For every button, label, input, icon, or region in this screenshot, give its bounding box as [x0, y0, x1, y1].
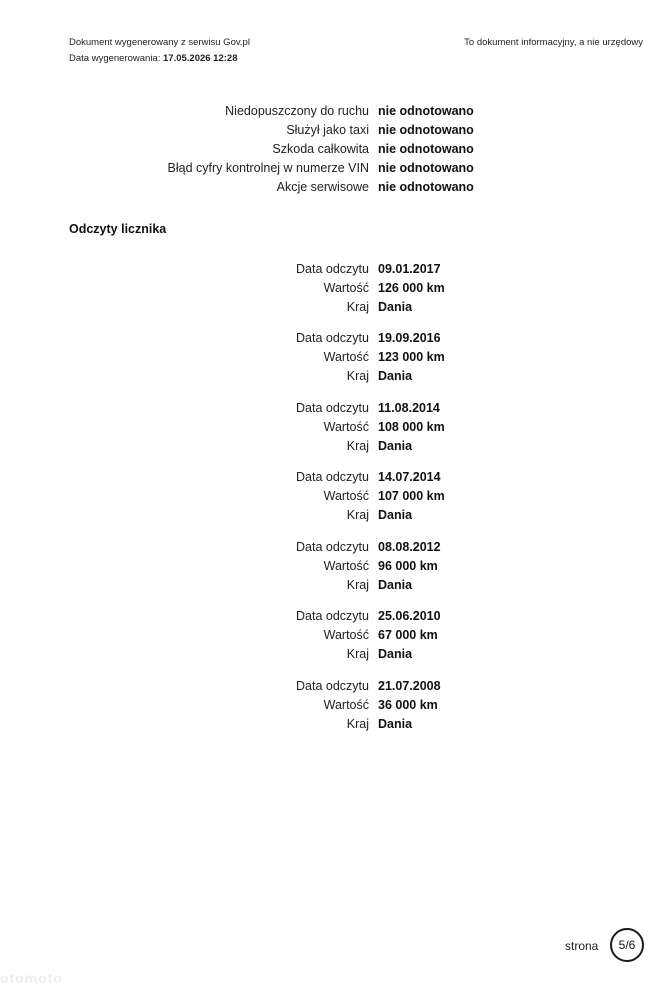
document-disclaimer: To dokument informacyjny, a nie urzędowy [464, 37, 643, 48]
reading-country-value: Dania [378, 439, 413, 453]
reading-value-label: Wartość [323, 489, 369, 503]
page-label: strona [565, 939, 599, 953]
status-label: Błąd cyfry kontrolnej w numerze VIN [167, 161, 369, 175]
document-header-left [69, 35, 250, 67]
reading-value-label: Wartość [323, 698, 369, 712]
reading-date-value: 11.08.2014 [378, 401, 440, 415]
reading-value-row [0, 279, 662, 298]
reading-country-value: Dania [378, 508, 413, 522]
reading-country-row [0, 506, 662, 525]
reading-value: 36 000 km [378, 698, 438, 712]
status-row [0, 159, 662, 178]
status-row [0, 121, 662, 140]
status-value: nie odnotowano [378, 104, 474, 118]
reading-value-row [0, 487, 662, 506]
status-value: nie odnotowano [378, 180, 474, 194]
reading-value: 123 000 km [378, 350, 445, 364]
reading-country-value: Dania [378, 717, 413, 731]
reading-date-value: 21.07.2008 [378, 679, 441, 693]
generation-date-value: 17.05.2026 12:28 [163, 53, 238, 64]
reading-value-row [0, 557, 662, 576]
status-label: Niedopuszczony do ruchu [225, 104, 369, 118]
reading-country-label: Kraj [346, 717, 369, 731]
reading-date-value: 09.01.2017 [378, 262, 441, 276]
reading-date-value: 19.09.2016 [378, 331, 441, 345]
section-title: Odczyty licznika [69, 222, 167, 236]
watermark-logo: otomoto [0, 970, 63, 986]
reading-value-row [0, 626, 662, 645]
reading-date-label: Data odczytu [296, 262, 369, 276]
generation-date-label: Data wygenerowania: [69, 53, 161, 64]
reading-country-row [0, 298, 662, 317]
reading-value: 107 000 km [378, 489, 445, 503]
reading-date-value: 08.08.2012 [378, 540, 441, 554]
reading-country-label: Kraj [346, 300, 369, 314]
reading-country-label: Kraj [346, 369, 369, 383]
reading-country-value: Dania [378, 578, 413, 592]
status-row [0, 102, 662, 121]
reading-date-row [0, 260, 662, 279]
reading-value-label: Wartość [323, 281, 369, 295]
reading-value: 96 000 km [378, 559, 438, 573]
generation-date-line [69, 51, 250, 67]
reading-value-label: Wartość [323, 559, 369, 573]
status-label: Akcje serwisowe [276, 180, 369, 194]
reading-country-label: Kraj [346, 439, 369, 453]
reading-value-label: Wartość [323, 628, 369, 642]
reading-date-row [0, 607, 662, 626]
reading-date-row [0, 329, 662, 348]
document-source: Dokument wygenerowany z serwisu Gov.pl [69, 37, 250, 48]
reading-country-row [0, 645, 662, 664]
status-label: Służył jako taxi [286, 123, 369, 137]
reading-country-value: Dania [378, 369, 413, 383]
reading-country-row [0, 367, 662, 386]
reading-country-label: Kraj [346, 508, 369, 522]
reading-date-label: Data odczytu [296, 401, 369, 415]
reading-value: 108 000 km [378, 420, 445, 434]
reading-date-label: Data odczytu [296, 540, 369, 554]
reading-country-value: Dania [378, 300, 413, 314]
reading-date-value: 14.07.2014 [378, 470, 441, 484]
reading-country-label: Kraj [346, 647, 369, 661]
reading-value-label: Wartość [323, 350, 369, 364]
reading-value-row [0, 348, 662, 367]
reading-date-row [0, 399, 662, 418]
reading-value: 67 000 km [378, 628, 438, 642]
status-label: Szkoda całkowita [272, 142, 369, 156]
reading-country-row [0, 576, 662, 595]
reading-country-row [0, 715, 662, 734]
reading-value-row [0, 418, 662, 437]
reading-date-label: Data odczytu [296, 470, 369, 484]
reading-date-label: Data odczytu [296, 679, 369, 693]
page-number-badge: 5/6 [610, 928, 644, 962]
status-value: nie odnotowano [378, 123, 474, 137]
reading-country-row [0, 437, 662, 456]
reading-date-value: 25.06.2010 [378, 609, 441, 623]
reading-date-row [0, 538, 662, 557]
status-row [0, 178, 662, 197]
reading-value-row [0, 696, 662, 715]
status-row [0, 140, 662, 159]
reading-value-label: Wartość [323, 420, 369, 434]
reading-date-label: Data odczytu [296, 331, 369, 345]
reading-country-label: Kraj [346, 578, 369, 592]
reading-value: 126 000 km [378, 281, 445, 295]
reading-date-label: Data odczytu [296, 609, 369, 623]
reading-country-value: Dania [378, 647, 413, 661]
status-value: nie odnotowano [378, 142, 474, 156]
reading-date-row [0, 468, 662, 487]
status-value: nie odnotowano [378, 161, 474, 175]
reading-date-row [0, 677, 662, 696]
